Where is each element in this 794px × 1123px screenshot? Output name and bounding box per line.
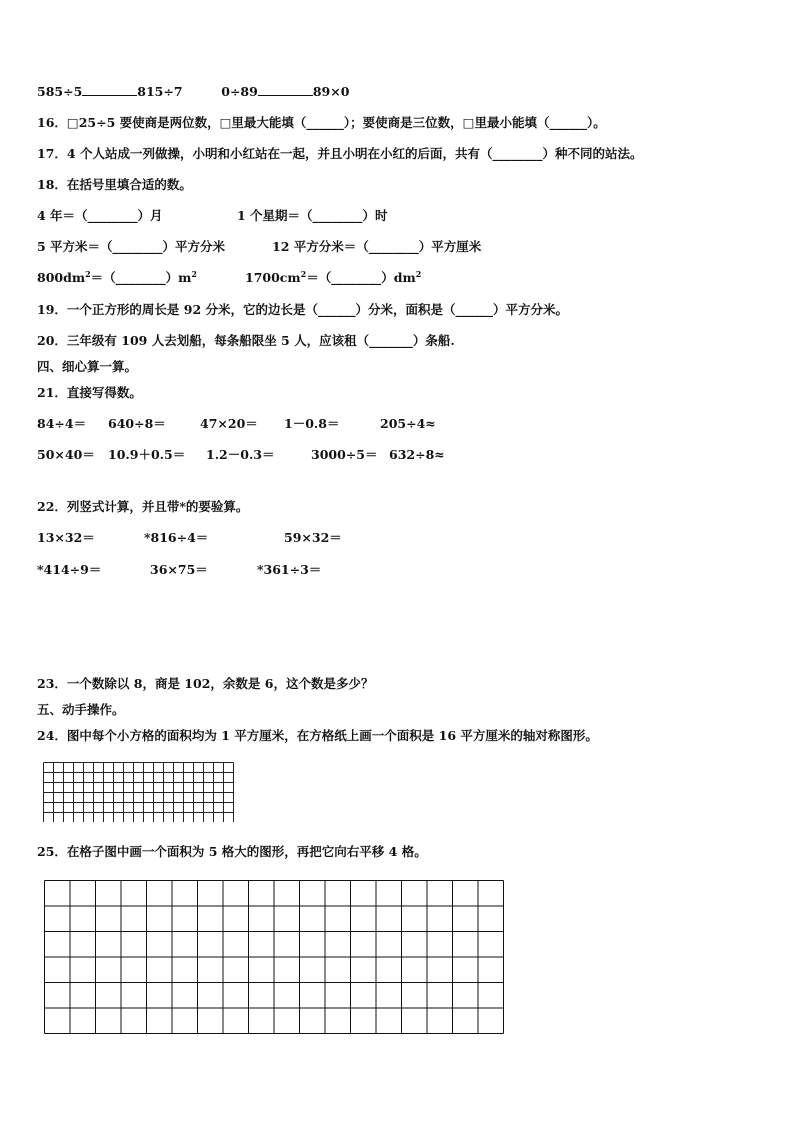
section-5-title: 五、动手操作。 [37, 702, 125, 717]
question-17: 17．4 个人站成一列做操，小明和小红站在一起，并且小明在小红的后面，共有（________）种不同的站法。 [37, 146, 643, 161]
q18-week-to-hours: 1 个星期＝（________）时 [237, 208, 388, 223]
expr-0-div-89: 0÷89 [221, 84, 258, 99]
q21-item: 205÷4≈ [380, 416, 436, 431]
q22-item: *361÷3＝ [257, 562, 322, 577]
large-square-grid-q25[interactable] [44, 880, 506, 1037]
q21-item: 50×40＝ [37, 447, 95, 462]
question-19: 19．一个正方形的周长是 92 分米，它的边长是（______）分米，面积是（______）平方分米。 [37, 302, 568, 317]
q21-item: 632÷8≈ [389, 447, 445, 462]
answer-blank[interactable] [258, 84, 313, 96]
q21-item: 47×20＝ [200, 416, 258, 431]
answer-blank[interactable] [82, 84, 137, 96]
question-25: 25．在格子图中画一个面积为 5 格大的图形，再把它向右平移 4 格。 [37, 844, 427, 859]
q22-item: *414÷9＝ [37, 562, 102, 577]
q21-item: 3000÷5＝ [311, 447, 378, 462]
q18-sqm-to-sqdm: 5 平方米＝（________）平方分米 [37, 239, 226, 254]
q18-dm2-to-m2: $800dm^2=(\_\_\_\_\_\_\_\_)m^2$ [37, 268, 197, 285]
q22-item: 59×32＝ [284, 530, 342, 545]
question-23: 23．一个数除以 8，商是 102，余数是 6，这个数是多少？ [37, 676, 374, 691]
section-4-title: 四、细心算一算。 [37, 359, 138, 374]
compare-row [37, 84, 349, 100]
expr-815-div-7: 815÷7 [137, 84, 183, 99]
question-21: 21．直接写得数。 [37, 385, 142, 400]
q22-item: 13×32＝ [37, 530, 95, 545]
q18-sqdm-to-sqcm: 12 平方分米＝（________）平方厘米 [272, 239, 482, 254]
expr-89-times-0: 89×0 [312, 84, 350, 99]
expr-585-div-5: 585÷5 [37, 84, 83, 99]
question-20: 20．三年级有 109 人去划船，每条船限坐 5 人，应该租（_______）条船. [37, 333, 455, 348]
q22-item: 36×75＝ [150, 562, 208, 577]
q21-item: 640÷8＝ [108, 416, 166, 431]
q21-item: 1－0.8＝ [284, 416, 340, 431]
q18-years-to-months: 4 年＝（________）月 [37, 208, 163, 223]
question-22: 22．列竖式计算，并且带*的要验算。 [37, 499, 249, 514]
question-18: 18．在括号里填合适的数。 [37, 177, 192, 192]
question-16: 16．□25÷5 要使商是两位数，□里最大能填（______）；要使商是三位数，□里最小能填（______）。 [37, 115, 606, 130]
small-square-grid-q24[interactable] [43, 762, 235, 822]
q21-item: 84÷4＝ [37, 416, 87, 431]
q18-cm2-to-dm2: $1700cm^2=(\_\_\_\_\_\_\_\_)dm^2$ [245, 268, 422, 285]
q21-item: 10.9＋0.5＝ [108, 447, 186, 462]
q22-item: *816÷4＝ [144, 530, 209, 545]
question-24: 24．图中每个小方格的面积均为 1 平方厘米，在方格纸上画一个面积是 16 平方厘米的轴对称图形。 [37, 728, 598, 743]
q21-item: 1.2－0.3＝ [206, 447, 275, 462]
